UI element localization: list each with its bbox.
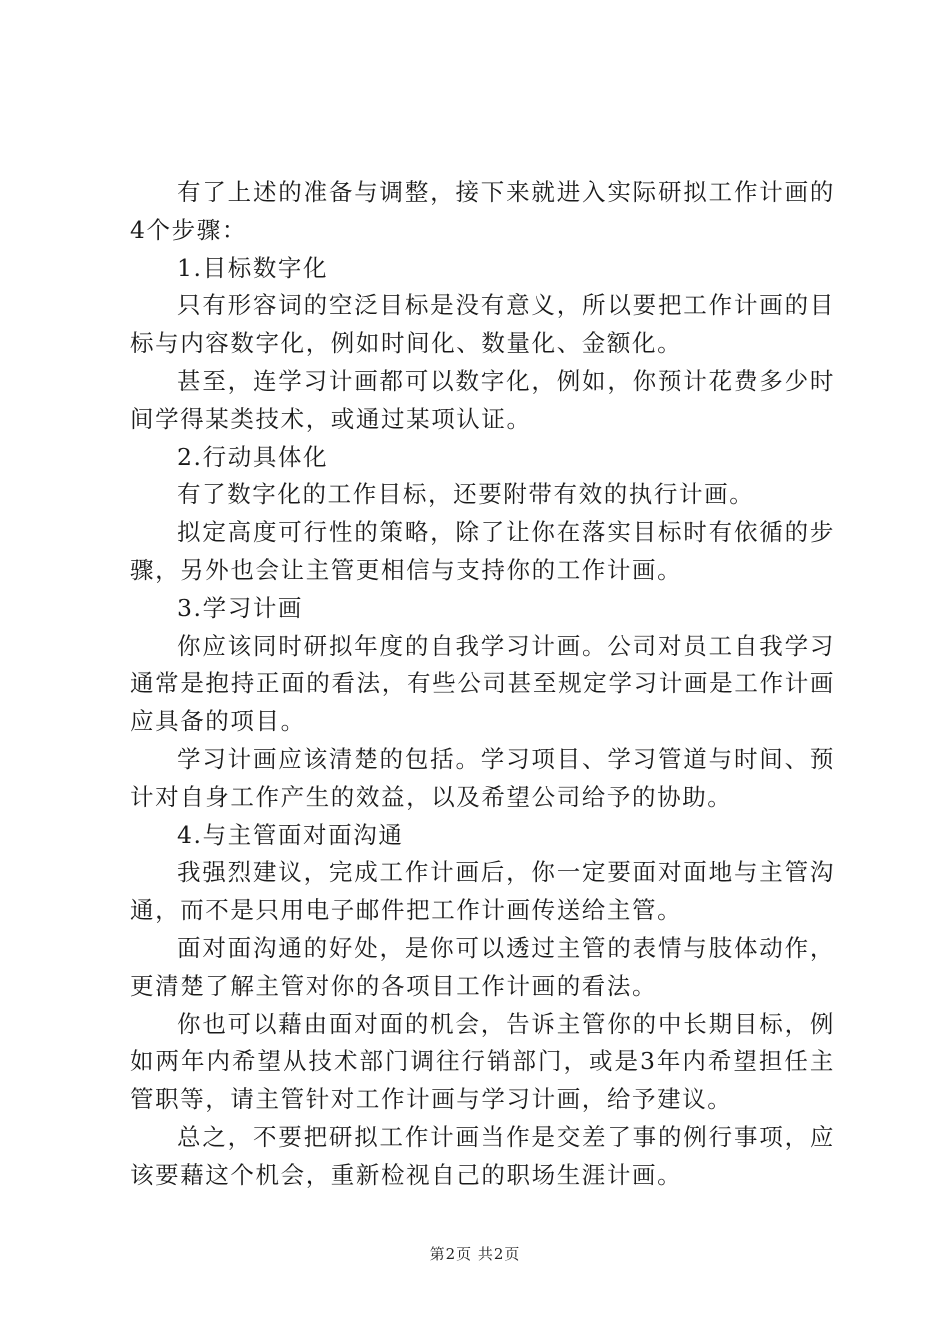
section-heading-1: 1.目标数字化 xyxy=(177,253,329,282)
paragraph: 有了数字化的工作目标，还要附带有效的执行计画。 xyxy=(177,480,755,509)
paragraph: 你也可以藉由面对面的机会，告诉主管你的中长期目标，例如两年内希望从技术部门调往行销部门，或是3年内希望担任主管职等，请主管针对工作计画与学习计画，给予建议。 xyxy=(130,1009,835,1114)
paragraph: 面对面沟通的好处，是你可以透过主管的表情与肢体动作，更清楚了解主管对你的各项目工作计画的看法。 xyxy=(130,933,835,1000)
section-heading-2: 2.行动具体化 xyxy=(177,442,329,471)
paragraph: 甚至，连学习计画都可以数字化，例如，你预计花费多少时间学得某类技术，或通过某项认证。 xyxy=(130,366,835,433)
paragraph: 只有形容词的空泛目标是没有意义，所以要把工作计画的目标与内容数字化，例如时间化、数量化、金额化。 xyxy=(130,291,835,358)
paragraph: 我强烈建议，完成工作计画后，你一定要面对面地与主管沟通，而不是只用电子邮件把工作计画传送给主管。 xyxy=(130,858,835,925)
paragraph: 你应该同时研拟年度的自我学习计画。公司对员工自我学习通常是抱持正面的看法，有些公司甚至规定学习计画是工作计画应具备的项目。 xyxy=(130,631,835,736)
section-heading-4: 4.与主管面对面沟通 xyxy=(177,820,404,849)
paragraph-intro: 有了上述的准备与调整，接下来就进入实际研拟工作计画的4个步骤： xyxy=(130,178,835,244)
paragraph: 学习计画应该清楚的包括。学习项目、学习管道与时间、预计对自身工作产生的效益，以及希望公司给予的协助。 xyxy=(130,744,835,811)
page-number-footer: 第2页 共2页 xyxy=(429,1245,521,1263)
paragraph-conclusion: 总之，不要把研拟工作计画当作是交差了事的例行事项，应该要藉这个机会，重新检视自己的职场生涯计画。 xyxy=(130,1122,835,1189)
document-body xyxy=(130,174,835,1195)
paragraph: 拟定高度可行性的策略，除了让你在落实目标时有依循的步骤，另外也会让主管更相信与支持你的工作计画。 xyxy=(130,518,835,584)
section-heading-3: 3.学习计画 xyxy=(177,593,304,622)
